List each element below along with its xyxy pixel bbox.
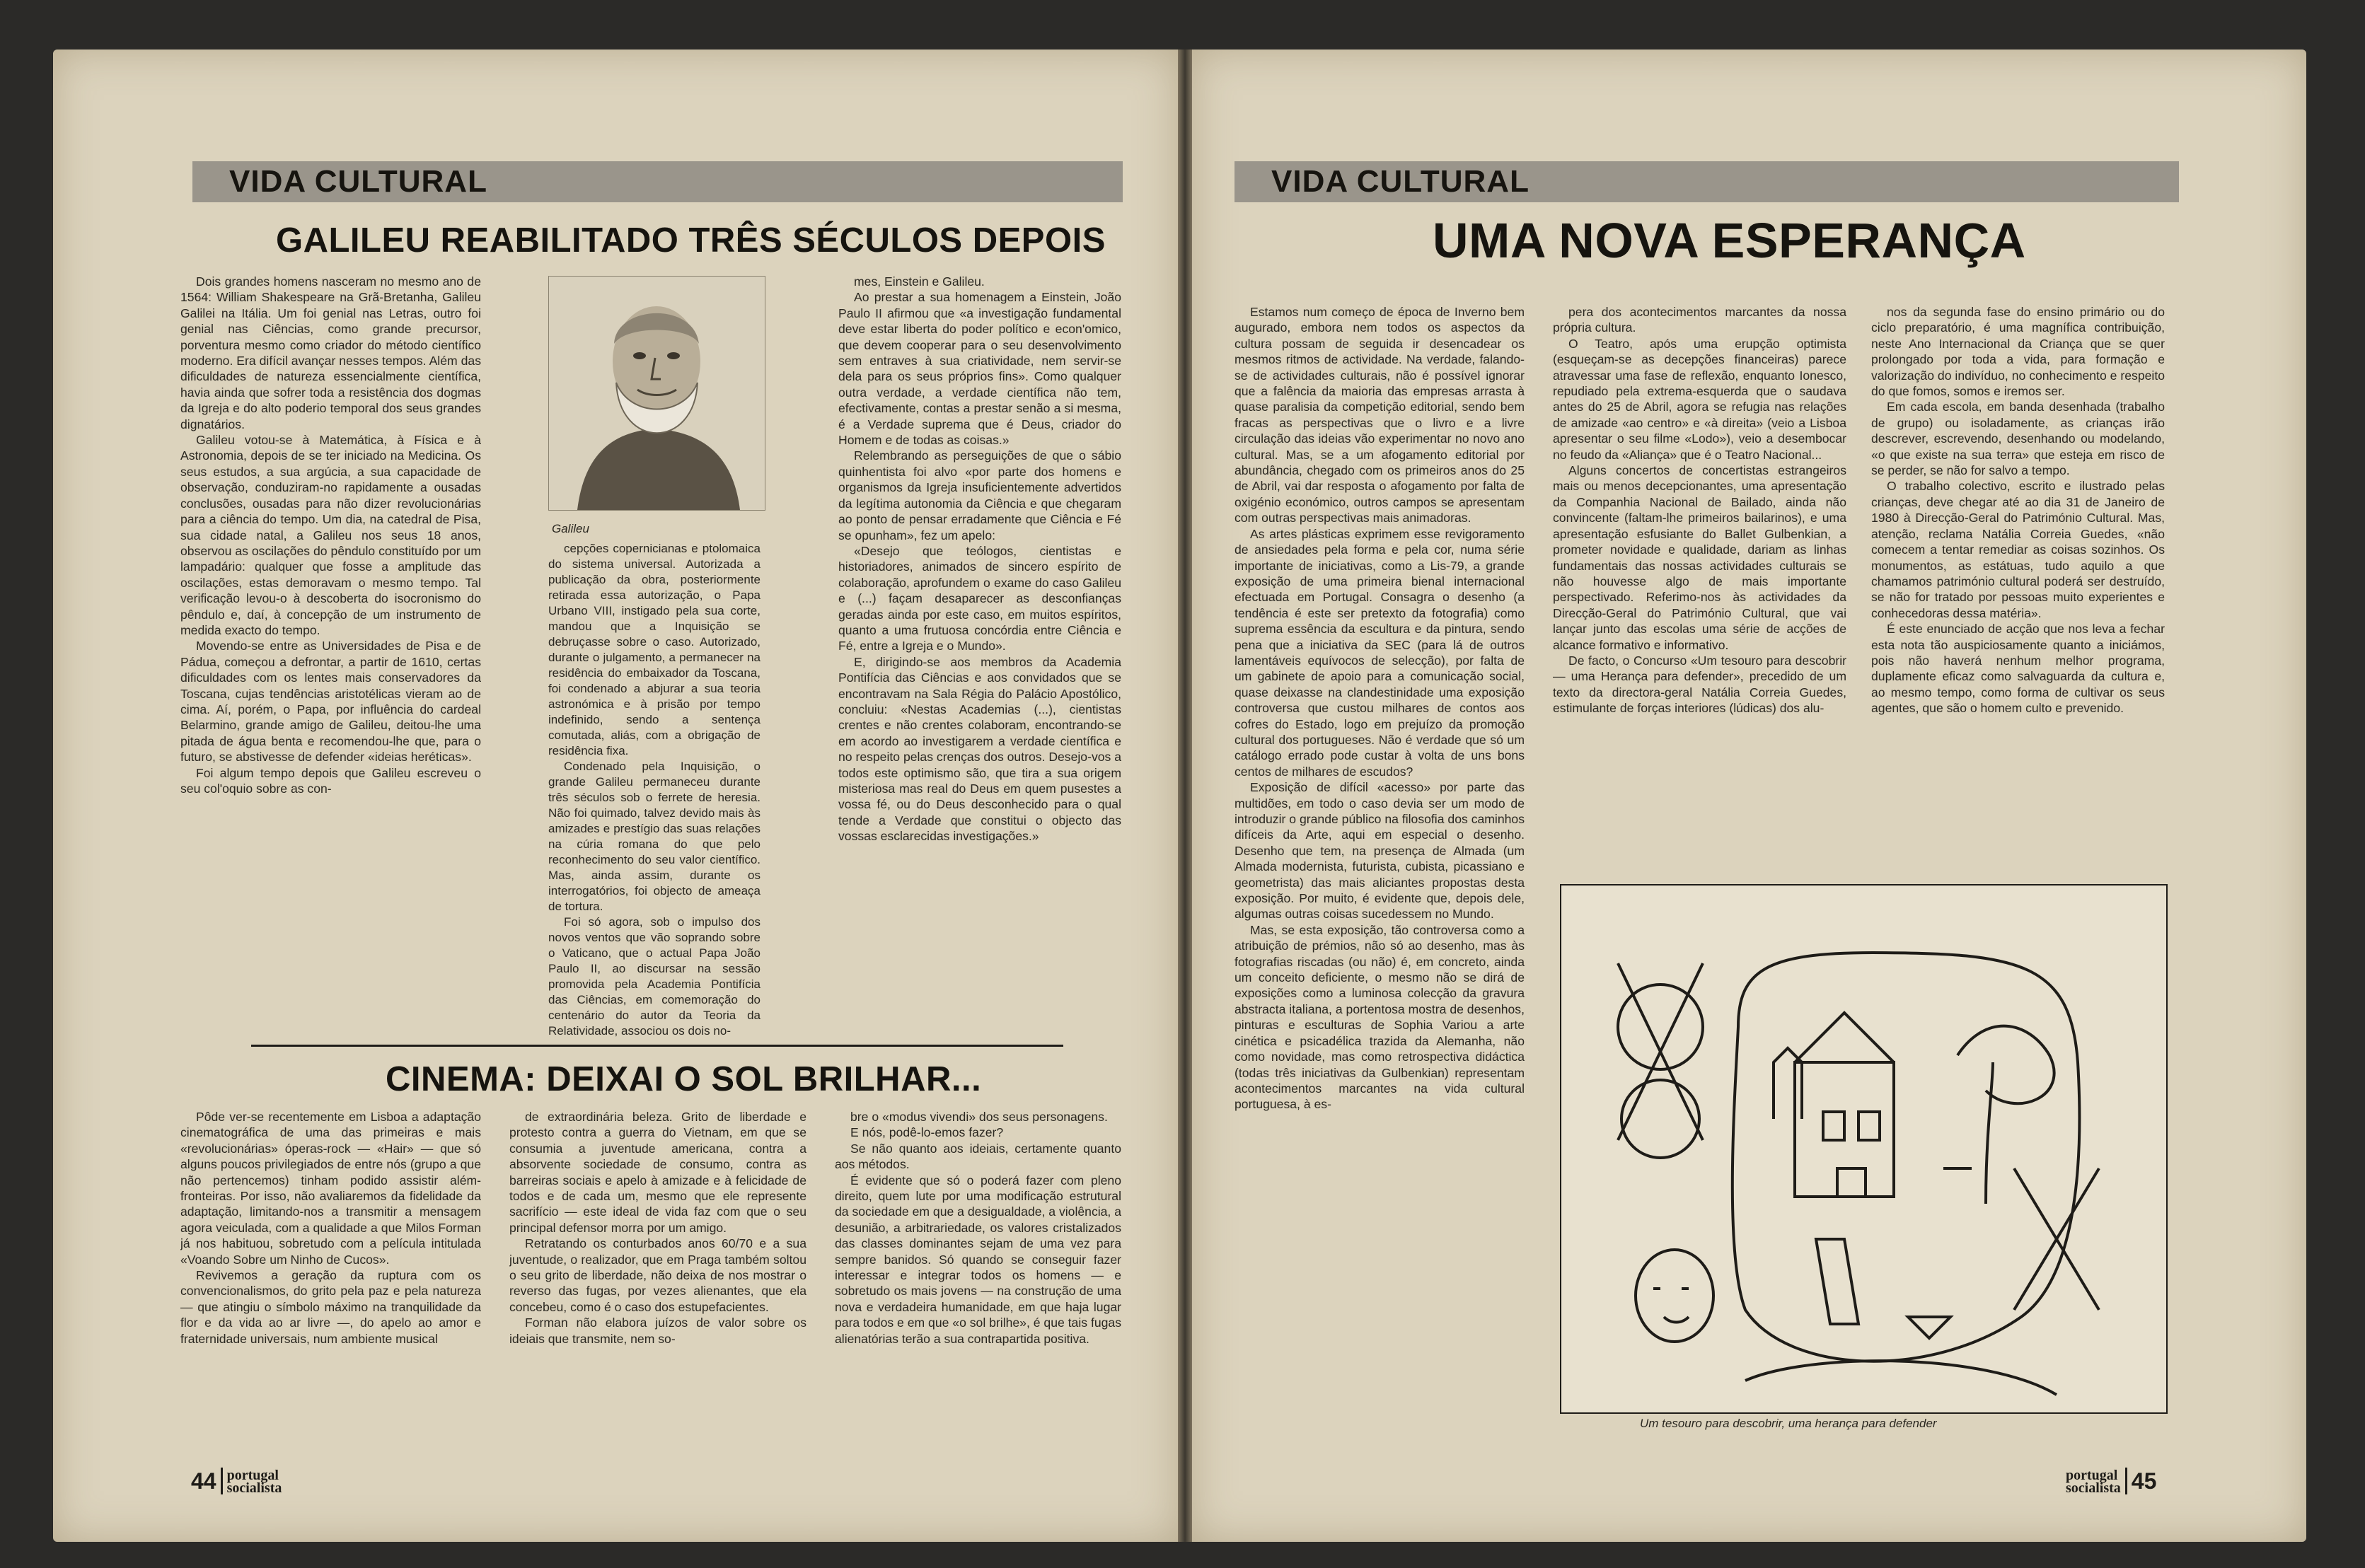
paragraph: nos da segunda fase do ensino primário ou do ciclo preparatório, é uma magnífica contribuição, neste Ano Internacional da Criança que se quer prolongado por toda a vida, para formação e valorização do indivíduo, no conhecimento e respeito do que fomos, somos e iremos ser.	[1871, 305, 2165, 399]
brand-line-2-left: socialista	[226, 1480, 282, 1496]
children-drawing-illustration	[1560, 884, 2168, 1414]
paragraph: As artes plásticas exprimem esse revigoramento de ansiedades pela forma e pela cor, numa série importante de iniciativas, como a Lis-79, a grande exposição de uma primeira bienal internacional efectuada em Portugal. Consagra o desenho (a tendência é este ser pretexto da fotografia) como suprema essência da escultura e da pintura, sendo pena que a iniciativa da SEC (para lá de outros lamentáveis equívocos de selecção), por falta de um gabinete de apoio para a comunicação social, quase deixasse na clandestinidade uma exposição controversa que custou milhares de contos aos cofres do Estado, logo em prejuízo da promoção cultural dos portugueses. Não é verdade que só um catálogo errado pode custar à volta de uns bons centos de milhares de escudos?	[1234, 526, 1525, 779]
paragraph: Movendo-se entre as Universidades de Pisa e de Pádua, começou a defrontar, a partir de 1610, certas dificuldades com os lentes mais conservadores da Toscana, cujas tendências aristotélicas vieram ao de cima. Aí, porém, o Papa, por influência do cardeal Belarmino, grande amigo de Galileu, deitou-lhe uma pitada de água benta e recomendou-lhe que, para o futuro, se abstivesse de defender «ideias heréticas».	[180, 639, 481, 765]
brand-line-1-left: portugal	[226, 1468, 279, 1483]
paragraph: E, dirigindo-se aos membros da Academia Pontifícia das Ciências e aos convidados que se encontravam na Sala Régia do Palácio Apostólico, concluiu: «Nestas Academias (...), cientistas crentes e não crentes colaboram, encontrando-se em acordo ao investigarem a verdade científica e no respeito pelas crenças dos outros. Desejo-vos a todos este optimismo são, que tira a sua origem misteriosa mas real do Deus em quem pusestes a vossa fé, ou do Deus desconhecido para o qual tende a Verdade que constitui o objecto das vossas esclarecidas investigações.»	[838, 654, 1121, 844]
paragraph: Se não quanto aos ideiais, certamente quanto aos métodos.	[835, 1141, 1121, 1172]
paragraph: Galileu votou-se à Matemática, à Física e à Astronomia, depois de se ter iniciado na Medicina. Os seus estudos, a sua argúcia, a sua capacidade de observação, conduziram-no rapidamente a ousadas conclusões, ousadas para não dizer revolucionárias para a ciência do tempo. Um dia, na catedral de Pisa, sua cidade natal, a Galileu nos seus 18 anos, observou as oscilações do pêndulo constituído por um lampadário: qualquer que fosse a amplitude das oscilações, estas demoravam o mesmo tempo. Tal verificação levou-o à descoberta do isocronismo do pêndulo e, daí, à concepção de um instrumento de medida exacto do tempo.	[180, 433, 481, 637]
paragraph: Alguns concertos de concertistas estrangeiros mais ou menos decepcionantes, uma apresentação da Companhia Nacional de Bailado, ainda não convincente (faltam-lhe primeiros bailarinos), e uma apresentação esfusiante do Ballet Gulbenkian, a prometer novidade e qualidade, dariam as linhas fundamentais das nossas actividades culturais se não houvesse algo de mais importante perspectivado. Referimo-nos às actividades da Direcção-Geral do Património Cultural, que vai lançar junto das escolas uma série de acções de alcance formativo e informativo.	[1553, 463, 1846, 652]
galileo-portrait-drawing	[549, 277, 765, 510]
paragraph: Estamos num começo de época de Inverno bem augurado, embora nem todos os aspectos da cultura possam de seguida ir desencadear os mesmos ritmos de actividade. Na verdade, falando-se de actividades culturais, não é possível ignorar que a falência da maioria das empresas arrasta à quase paralisia da competição editorial, sendo bem fracas as perspectivas que o livro e a livre circulação das ideias vão experimentar no novo ano cultural. Mas, se a um afogamento editorial por abundância, chegado com os primeiros anos do 25 de Abril, vai dar resposta o afogamento por falta de oxigénio económico, outros campos se apresentam com outras perspectivas mais animadoras.	[1234, 305, 1525, 525]
esperanca-column-1	[1234, 304, 1525, 1432]
page-gutter	[1178, 50, 1192, 1542]
illustration-caption: Um tesouro para descobrir, uma herança para defender	[1640, 1417, 1937, 1430]
galileu-column-2	[548, 541, 761, 1038]
paragraph: Retratando os conturbados anos 60/70 e a sua juventude, o realizador, que em Praga também soltou o seu grito de liberdade, não deixa de nos mostrar o reverso das fugas, por vezes alienantes, que ela concebeu, como é o caso dos estupefacientes.	[509, 1236, 806, 1314]
paragraph: Dois grandes homens nasceram no mesmo ano de 1564: William Shakespeare na Grã-Bretanha, Galileu Galilei na Itália. Um foi genial nas Letras, outro foi genial nas Ciências, como grande precursor, porventura mesmo como criador do método científico moderno. Era difícil avançar nesses tempos. Além das dificuldades de natureza essencialmente científica, havia ainda que sofrer toda a resistência dos dogmas da Igreja e do alto poderio temporal dos seus grandes dignatários.	[180, 274, 481, 431]
paragraph: Mas, se esta exposição, tão controversa como a atribuição de prémios, não só ao desenho, mas às fotografias riscadas (ou não) é, em concreto, ainda um conceito deficiente, o mesmo não se dirá de exposições como a luminosa colecção da gravura abstracta italiana, a portentosa mostra de desenhos, pinturas e esculturas de Sophia Variou a arte cinética e psicadélica trazida da Alemanha, não como novidade, mas como retrospectiva didáctica (todas três iniciativas da Gulbenkian) representam acontecimentos marcantes na vida cultural portuguesa, à es-	[1234, 922, 1525, 1112]
paragraph: O Teatro, após uma erupção optimista (esqueçam-se as decepções financeiras) parece atravessar uma fase de reflexão, enquanto Ionesco, repudiado pela extrema-esquerda que o saudava antes do 25 de Abril, agora se refugia nas relações de amizade «ao centro» e «à direita» (veio a Lisboa apresentar o seu filme «Lodo»), veio a desembocar no feudo da «Aliança» que é o Teatro Nacional...	[1553, 336, 1846, 462]
section-title-left: VIDA CULTURAL	[229, 164, 487, 199]
esperanca-column-3	[1871, 304, 2165, 881]
brand-logo-right	[2066, 1469, 2121, 1494]
paragraph: Foi algum tempo depois que Galileu escreveu o seu col'oquio sobre as con-	[180, 765, 481, 796]
headline-esperanca: UMA NOVA ESPERANÇA	[1433, 213, 2026, 268]
paragraph: É evidente que só o poderá fazer com pleno direito, quem lute por uma modificação estrutural da sociedade em que a desigualdade, a violência, a desunião, a arbitrariedade, os valores cristalizados das classes dominantes sejam de uma vez para sempre banidos. Só quando se conseguir fazer interessar e integrar todos os homens — e sobretudo os mais jovens — na construção de uma nova e verdadeira humanidade, em que haja lugar para todos e em que «o sol brilhe», é que tais fugas alienatórias terão a sua contrapartida positiva.	[835, 1173, 1121, 1346]
paragraph: E nós, podê-lo-emos fazer?	[850, 1125, 1004, 1140]
section-title-right: VIDA CULTURAL	[1271, 164, 1530, 199]
section-divider-rule	[251, 1045, 1063, 1047]
folio-bar-right	[2125, 1468, 2127, 1494]
cinema-column-3	[835, 1109, 1121, 1452]
paragraph: Pôde ver-se recentemente em Lisboa a adaptação cinematográfica de uma das primeiras e mais «revolucionárias» óperas-rock — «Hair» — que só alguns poucos privilegiados de entre nós (grupo a que não pertencemos) tinham podido assistir além-fronteiras. Por isso, não avaliaremos da fidelidade da adaptação, limitando-nos a transmitir a mensagem agora veiculada, com a qualidade a que Milos Forman já nos habituou, sobretudo com a película intitulada «Voando Sobre um Ninho de Cucos».	[180, 1110, 481, 1267]
cinema-column-2	[509, 1109, 806, 1452]
paragraph: «Desejo que teólogos, cientistas e historiadores, animados de sincero espírito de colaboração, aprofundem o exame do caso Galileu e (...) façam desaparecer as desconfianças geradas ainda por este caso, em muitos espíritos, quanto a uma frutuosa concórdia entre Ciência e Fé, entre a Igreja e o Mundo».	[838, 543, 1121, 654]
section-bar-left	[192, 161, 1123, 202]
brand-logo-left	[227, 1469, 282, 1494]
paragraph: cepções copernicianas e ptolomaica do sistema universal. Autorizada a publicação da obra, posteriormente retirada essa autorização, o Papa Urbano VIII, instigado pela sua corte, mandou que a Inquisição se debruçasse sobre o caso. Autorizado, durante o julgamento, a permanecer na residência do embaixador da Toscana, foi condenado a abjurar a sua teoria astronómica e à prisão por tempo indefinido, sendo a sentença comutada, aliás, com a obrigação de residência fixa.	[548, 542, 761, 757]
illustration-drawing	[1561, 885, 2166, 1412]
paragraph: de extraordinária beleza. Grito de liberdade e protesto contra a guerra do Vietnam, em que se consumia a juventude americana, contra a absorvente sociedade de consumo, contra as barreiras sociais e apelo à amizade e à felicidade de todos e de cada um, mesmo que ele represente sacrifício — este ideal de vida faz com que o seu principal defensor morra por um amigo.	[509, 1110, 806, 1235]
paragraph: Condenado pela Inquisição, o grande Galileu permaneceu durante três séculos sob o ferrete de heresia. Não foi quimado, talvez devido mais às amizades e prestígio das suas relações na cúria romana do que pelo reconhecimento do seu valor científico. Mas, ainda assim, durante os interrogatórios, foi objecto de ameaça de tortura.	[548, 760, 761, 913]
paragraph: Forman não elabora juízos de valor sobre os ideiais que transmite, nem so-	[509, 1316, 806, 1346]
paragraph: Exposição de difícil «acesso» por parte das multidões, em todo o caso devia ser um modo de introduzir o grande público na filosofia dos caminhos difíceis da Arte, aqui em especial o desenho. Desenho que tem, na presença de Almada (um Almada modernista, futurista, cubista, picassiano e geometrista) das mais aliciantes propostas desta exposição. Por muito, é evidente que, depois dele, algumas outras coisas sucedessem no Mundo.	[1234, 780, 1525, 922]
galileo-portrait-image	[548, 276, 765, 511]
paragraph: bre o «modus vivendi» dos seus personagens.	[850, 1110, 1108, 1124]
paragraph: O trabalho colectivo, escrito e ilustrado pelas crianças, deve chegar até ao dia 31 de Janeiro de 1980 à Direcção-Geral do Património Cultural. Mas, atenção, reclama Natália Correia Guedes, «não comecem a tentar remediar as coisas sozinhos. Os monumentos, as estátuas, tudo aquilo a que chamamos património cultural poderá ser destruído, se não for tratado por pessoas muito experientes e conhecedoras dessa matéria».	[1871, 479, 2165, 620]
folio-left	[191, 1468, 282, 1494]
paragraph: De facto, o Concurso «Um tesouro para descobrir — uma Herança para defender», precedido de um texto da directora-geral Natália Correia Guedes, estimulante de forças interiores (lúdicas) dos alu-	[1553, 653, 1846, 716]
folio-bar-left	[221, 1468, 223, 1494]
section-bar-right	[1234, 161, 2179, 202]
folio-right	[2066, 1468, 2156, 1494]
paragraph: É este enunciado de acção que nos leva a fechar esta nota tão auspiciosamente quanto a iniciámos, pois não haverá nenhum melhor programa, duplamente eficaz como salvaguarda da cultura e, ao mesmo tempo, como forma de cultivar os seus agentes, que são o homem culto e prevenido.	[1871, 622, 2165, 716]
paragraph: Relembrando as perseguições de que o sábio quinhentista foi alvo «por parte dos homens e organismos da Igreja insuficientemente advertidos da legítima autonomia da Ciência e que chegaram ao ponto de pensar erradamente que Ciência e Fé se opunham», fez um apelo:	[838, 448, 1121, 542]
paragraph: mes, Einstein e Galileu.	[854, 274, 985, 289]
paragraph: pera dos acontecimentos marcantes da nossa própria cultura.	[1553, 305, 1846, 335]
esperanca-column-2	[1553, 304, 1846, 881]
paragraph: Foi só agora, sob o impulso dos novos ventos que vão soprando sobre o Vaticano, que o actual Papa João Paulo II, ao discursar na sessão promovida pela Academia Pontifícia das Ciências, em comemoração do centenário do autor da Teoria da Relatividade, associou os dois no-	[548, 915, 761, 1038]
headline-cinema: CINEMA: DEIXAI O SOL BRILHAR...	[386, 1060, 982, 1098]
page-number-left: 44	[191, 1468, 216, 1494]
paragraph: Ao prestar a sua homenagem a Einstein, João Paulo II afirmou que «a investigação fundamental deve estar liberta do poder político e econ'omico, que devem cooperar para o seu desenvolvimento sem entraves à sua criatividade, nem servir-se dela para os seus próprios fins». Como qualquer outra verdade, a verdade científica não tem, efectivamente, contas a prestar senão a si mesma, é a Verdade suprema que é Deus, criador do Homem e de todas as coisas.»	[838, 290, 1121, 448]
galileu-column-1	[180, 274, 481, 1038]
page-number-right: 45	[2131, 1468, 2157, 1494]
galileu-column-3	[838, 274, 1121, 1038]
cinema-column-1	[180, 1109, 481, 1452]
brand-line-1-right: portugal	[2066, 1468, 2118, 1483]
brand-line-2-right: socialista	[2066, 1480, 2121, 1496]
paragraph: Revivemos a geração da ruptura com os convencionalismos, do grito pela paz e pela natureza — que atingiu o símbolo máximo na tranquilidade da flor e da vida ao ar livre —, do apelo ao amor e fraternidade universais, num ambiente musical	[180, 1268, 481, 1346]
portrait-caption: Galileu	[552, 522, 589, 535]
paragraph: Em cada escola, em banda desenhada (trabalho de grupo) ou isoladamente, as crianças irão descrever, escrevendo, desenhando ou modelando, «o que existe na sua terra» que esteja em risco de se perder, se não for salvo a tempo.	[1871, 400, 2165, 478]
headline-galileu: GALILEU REABILITADO TRÊS SÉCULOS DEPOIS	[276, 221, 1106, 260]
